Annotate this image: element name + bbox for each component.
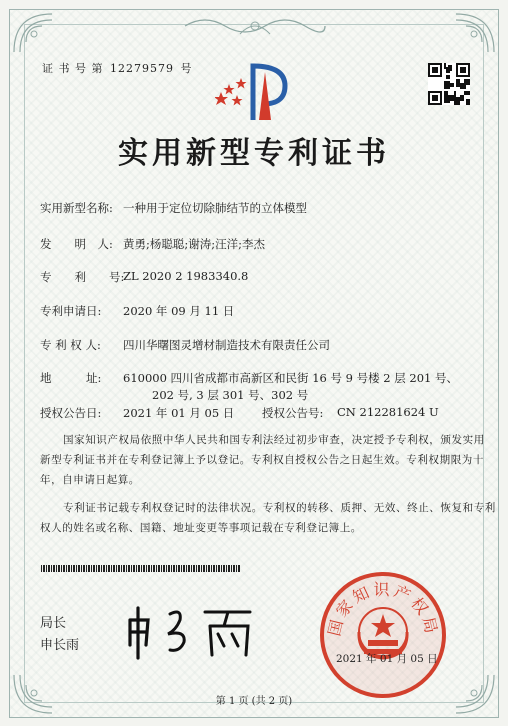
paragraph-1-line-1: 国家知识产权局依照中华人民共和国专利法经过初步审查，决定授予专利权，颁发实用 (63, 434, 485, 446)
field-patentee-label: 专 利 权 人: (40, 338, 101, 352)
top-ornament-icon (180, 14, 330, 38)
cnipa-logo-icon (215, 62, 295, 124)
field-name-label: 实用新型名称: (40, 201, 113, 215)
field-address-label: 地 址: (40, 371, 102, 385)
page-footer: 第 1 页 (共 2 页) (215, 696, 293, 707)
field-patent-no-value: ZL 2020 2 1983340.8 (123, 269, 249, 283)
signature-icon (120, 600, 270, 660)
field-filing-date-label: 专利申请日: (40, 304, 102, 318)
certificate-title: 实用新型专利证书 (118, 136, 390, 171)
field-patent-no-label: 专 利 号: (40, 270, 125, 284)
corner-ornament-icon (12, 12, 56, 56)
field-filing-date-value: 2020 年 09 月 11 日 (123, 304, 235, 318)
seal-date: 2021 年 01 月 05 日 (336, 653, 438, 665)
corner-ornament-icon (452, 12, 496, 56)
field-inventors-label: 发 明 人: (40, 237, 113, 251)
certificate-number-label: 证 书 号 第 (42, 62, 104, 75)
field-address-line1: 610000 四川省成都市高新区和民街 16 号 9 号楼 2 层 201 号、 (123, 371, 459, 385)
field-grant-no-value: CN 212281624 U (337, 405, 439, 419)
certificate-number-value: 12279579 (110, 62, 174, 75)
official-seal-icon (318, 570, 448, 700)
field-name-value: 一种用于定位切除肺结节的立体模型 (123, 201, 307, 215)
signatory-name: 申长雨 (40, 638, 80, 653)
field-inventors-value: 黄勇;杨聪聪;谢涛;汪洋;李杰 (123, 237, 265, 251)
signatory-title: 局长 (40, 616, 67, 631)
certificate-number (40, 60, 193, 76)
field-grant-date-value: 2021 年 01 月 05 日 (123, 406, 235, 420)
field-grant-date-label: 授权公告日: (40, 406, 102, 420)
field-grant-no-label: 授权公告号: (262, 406, 324, 420)
paragraph-2-line-2: 权人的姓名或名称、国籍、地址变更等事项记载在专利登记簿上。 (40, 522, 362, 534)
paragraph-2-line-1: 专利证书记载专利权登记时的法律状况。专利权的转移、质押、无效、终止、恢复和专利 (63, 502, 496, 514)
svg-text:国家知识产权局: 国家知识产权局 (324, 580, 442, 638)
field-patentee-value: 四川华曙图灵增材制造技术有限责任公司 (123, 338, 330, 352)
certificate-number-suffix: 号 (180, 62, 193, 75)
paragraph-1-line-3: 年，自申请日起算。 (40, 474, 140, 486)
barcode-icon (41, 565, 241, 572)
paragraph-1-line-2: 新型专利证书并在专利登记簿上予以登记。专利权自授权公告之日起生效。专利权期限为十 (40, 454, 484, 466)
field-address-line2: 202 号, 3 层 301 号、302 号 (152, 388, 309, 402)
qr-code-icon (428, 63, 470, 105)
